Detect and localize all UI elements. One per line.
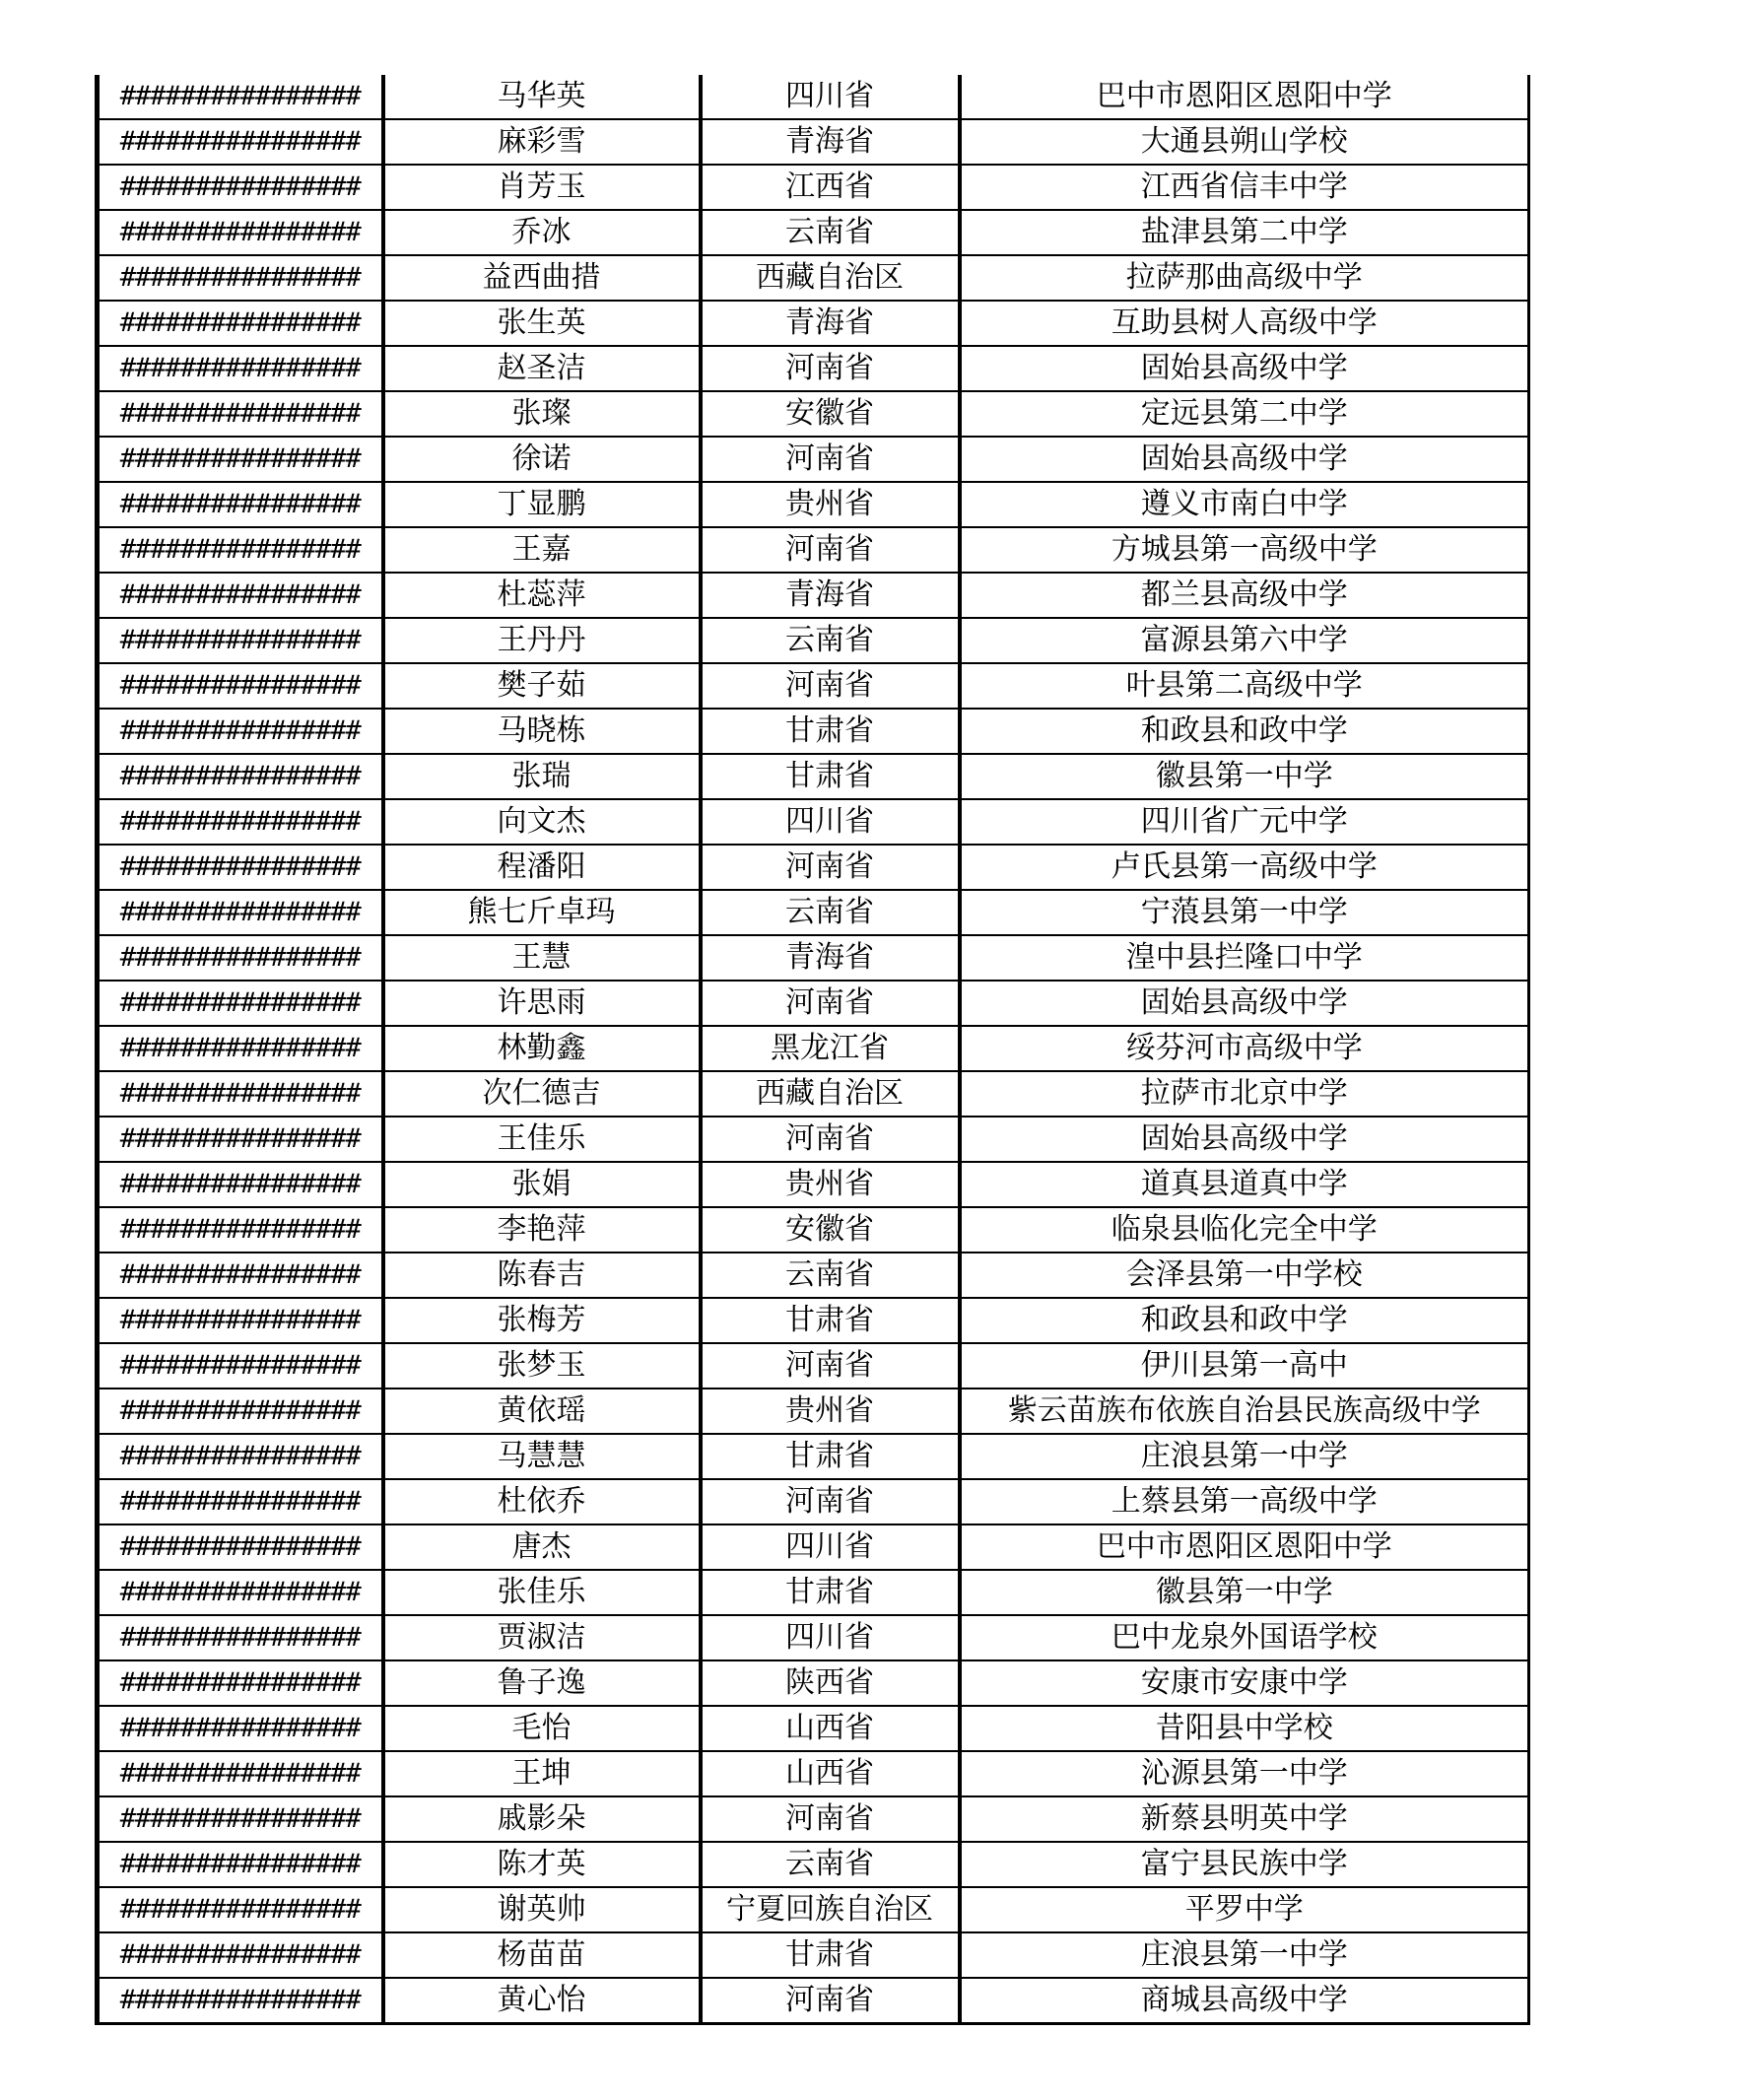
school-cell: 临泉县临化完全中学: [960, 1207, 1529, 1253]
school-cell: 卢氏县第一高级中学: [960, 845, 1529, 890]
table-row: [98, 663, 1529, 709]
table-row: [98, 845, 1529, 890]
table-row: [98, 210, 1529, 255]
school-cell: 固始县高级中学: [960, 1117, 1529, 1162]
province-cell: 河南省: [701, 1479, 960, 1524]
id-cell: ################: [98, 1253, 383, 1298]
province-cell: 河南省: [701, 663, 960, 709]
id-cell: ################: [98, 1751, 383, 1796]
table-row: [98, 391, 1529, 437]
table-row: [98, 799, 1529, 845]
table-row: [98, 709, 1529, 754]
id-cell: ################: [98, 618, 383, 663]
province-cell: 甘肃省: [701, 754, 960, 799]
name-cell: 程潘阳: [383, 845, 701, 890]
province-cell: 云南省: [701, 618, 960, 663]
id-cell: ################: [98, 301, 383, 346]
id-cell: ################: [98, 255, 383, 301]
table-row: [98, 1479, 1529, 1524]
province-cell: 云南省: [701, 1253, 960, 1298]
name-cell: 张梦玉: [383, 1343, 701, 1389]
school-cell: 紫云苗族布依族自治县民族高级中学: [960, 1389, 1529, 1434]
province-cell: 青海省: [701, 119, 960, 165]
id-cell: ################: [98, 754, 383, 799]
id-cell: ################: [98, 1117, 383, 1162]
id-cell: ################: [98, 1026, 383, 1071]
name-cell: 张佳乐: [383, 1570, 701, 1615]
province-cell: 青海省: [701, 301, 960, 346]
id-cell: ################: [98, 709, 383, 754]
name-cell: 唐杰: [383, 1524, 701, 1570]
school-cell: 固始县高级中学: [960, 437, 1529, 482]
table-row: [98, 1298, 1529, 1343]
school-cell: 富源县第六中学: [960, 618, 1529, 663]
school-cell: 拉萨那曲高级中学: [960, 255, 1529, 301]
name-cell: 李艳萍: [383, 1207, 701, 1253]
name-cell: 张梅芳: [383, 1298, 701, 1343]
school-cell: 方城县第一高级中学: [960, 527, 1529, 573]
province-cell: 安徽省: [701, 391, 960, 437]
table-row: [98, 1434, 1529, 1479]
school-cell: 大通县朔山学校: [960, 119, 1529, 165]
id-cell: ################: [98, 210, 383, 255]
province-cell: 河南省: [701, 1796, 960, 1842]
name-cell: 黄依瑶: [383, 1389, 701, 1434]
province-cell: 青海省: [701, 573, 960, 618]
province-cell: 云南省: [701, 210, 960, 255]
table-row: [98, 1162, 1529, 1207]
id-cell: ################: [98, 1343, 383, 1389]
name-cell: 贾淑洁: [383, 1615, 701, 1660]
school-cell: 盐津县第二中学: [960, 210, 1529, 255]
roster-table: [95, 75, 1530, 2025]
id-cell: ################: [98, 1071, 383, 1117]
province-cell: 河南省: [701, 346, 960, 391]
name-cell: 丁显鹏: [383, 482, 701, 527]
id-cell: ################: [98, 119, 383, 165]
name-cell: 杨苗苗: [383, 1932, 701, 1978]
school-cell: 叶县第二高级中学: [960, 663, 1529, 709]
province-cell: 河南省: [701, 437, 960, 482]
school-cell: 巴中市恩阳区恩阳中学: [960, 75, 1529, 119]
id-cell: ################: [98, 346, 383, 391]
name-cell: 王坤: [383, 1751, 701, 1796]
id-cell: ################: [98, 1932, 383, 1978]
id-cell: ################: [98, 935, 383, 981]
school-cell: 徽县第一中学: [960, 1570, 1529, 1615]
name-cell: 林勤鑫: [383, 1026, 701, 1071]
table-row: [98, 75, 1529, 119]
province-cell: 云南省: [701, 890, 960, 935]
province-cell: 甘肃省: [701, 1298, 960, 1343]
name-cell: 黄心怡: [383, 1978, 701, 2024]
table-row: [98, 1706, 1529, 1751]
table-row: [98, 119, 1529, 165]
table-row: [98, 1026, 1529, 1071]
school-cell: 伊川县第一高中: [960, 1343, 1529, 1389]
province-cell: 河南省: [701, 527, 960, 573]
name-cell: 张生英: [383, 301, 701, 346]
table-row: [98, 1615, 1529, 1660]
school-cell: 和政县和政中学: [960, 1298, 1529, 1343]
province-cell: 云南省: [701, 1842, 960, 1887]
school-cell: 拉萨市北京中学: [960, 1071, 1529, 1117]
name-cell: 益西曲措: [383, 255, 701, 301]
id-cell: ################: [98, 75, 383, 119]
name-cell: 鲁子逸: [383, 1660, 701, 1706]
table-row: [98, 1253, 1529, 1298]
province-cell: 四川省: [701, 1524, 960, 1570]
name-cell: 戚影朵: [383, 1796, 701, 1842]
id-cell: ################: [98, 1887, 383, 1932]
province-cell: 贵州省: [701, 1162, 960, 1207]
name-cell: 麻彩雪: [383, 119, 701, 165]
school-cell: 巴中市恩阳区恩阳中学: [960, 1524, 1529, 1570]
table-row: [98, 1389, 1529, 1434]
table-row: [98, 165, 1529, 210]
table-row: [98, 482, 1529, 527]
province-cell: 贵州省: [701, 482, 960, 527]
province-cell: 甘肃省: [701, 1570, 960, 1615]
province-cell: 甘肃省: [701, 709, 960, 754]
id-cell: ################: [98, 1615, 383, 1660]
name-cell: 王佳乐: [383, 1117, 701, 1162]
province-cell: 四川省: [701, 799, 960, 845]
roster-table-body: [98, 75, 1529, 2024]
name-cell: 张璨: [383, 391, 701, 437]
name-cell: 毛怡: [383, 1706, 701, 1751]
school-cell: 湟中县拦隆口中学: [960, 935, 1529, 981]
table-row: [98, 1524, 1529, 1570]
id-cell: ################: [98, 1162, 383, 1207]
school-cell: 互助县树人高级中学: [960, 301, 1529, 346]
table-row: [98, 1887, 1529, 1932]
school-cell: 固始县高级中学: [960, 981, 1529, 1026]
name-cell: 徐诺: [383, 437, 701, 482]
school-cell: 和政县和政中学: [960, 709, 1529, 754]
id-cell: ################: [98, 527, 383, 573]
name-cell: 次仁德吉: [383, 1071, 701, 1117]
id-cell: ################: [98, 391, 383, 437]
school-cell: 上蔡县第一高级中学: [960, 1479, 1529, 1524]
name-cell: 杜依乔: [383, 1479, 701, 1524]
id-cell: ################: [98, 1479, 383, 1524]
id-cell: ################: [98, 1389, 383, 1434]
id-cell: ################: [98, 799, 383, 845]
province-cell: 陕西省: [701, 1660, 960, 1706]
province-cell: 山西省: [701, 1706, 960, 1751]
province-cell: 江西省: [701, 165, 960, 210]
province-cell: 甘肃省: [701, 1932, 960, 1978]
province-cell: 黑龙江省: [701, 1026, 960, 1071]
table-row: [98, 1071, 1529, 1117]
school-cell: 巴中龙泉外国语学校: [960, 1615, 1529, 1660]
province-cell: 河南省: [701, 981, 960, 1026]
name-cell: 张娟: [383, 1162, 701, 1207]
id-cell: ################: [98, 663, 383, 709]
id-cell: ################: [98, 165, 383, 210]
school-cell: 富宁县民族中学: [960, 1842, 1529, 1887]
school-cell: 新蔡县明英中学: [960, 1796, 1529, 1842]
table-row: [98, 1660, 1529, 1706]
school-cell: 江西省信丰中学: [960, 165, 1529, 210]
name-cell: 王慧: [383, 935, 701, 981]
table-row: [98, 935, 1529, 981]
name-cell: 向文杰: [383, 799, 701, 845]
name-cell: 熊七斤卓玛: [383, 890, 701, 935]
table-row: [98, 255, 1529, 301]
province-cell: 贵州省: [701, 1389, 960, 1434]
name-cell: 许思雨: [383, 981, 701, 1026]
province-cell: 河南省: [701, 845, 960, 890]
id-cell: ################: [98, 573, 383, 618]
province-cell: 安徽省: [701, 1207, 960, 1253]
name-cell: 王丹丹: [383, 618, 701, 663]
school-cell: 固始县高级中学: [960, 346, 1529, 391]
name-cell: 王嘉: [383, 527, 701, 573]
id-cell: ################: [98, 1570, 383, 1615]
name-cell: 赵圣洁: [383, 346, 701, 391]
id-cell: ################: [98, 1660, 383, 1706]
name-cell: 陈才英: [383, 1842, 701, 1887]
id-cell: ################: [98, 1207, 383, 1253]
id-cell: ################: [98, 482, 383, 527]
name-cell: 张瑞: [383, 754, 701, 799]
table-row: [98, 1751, 1529, 1796]
id-cell: ################: [98, 1978, 383, 2024]
id-cell: ################: [98, 845, 383, 890]
id-cell: ################: [98, 890, 383, 935]
school-cell: 徽县第一中学: [960, 754, 1529, 799]
id-cell: ################: [98, 1796, 383, 1842]
table-row: [98, 890, 1529, 935]
province-cell: 山西省: [701, 1751, 960, 1796]
school-cell: 会泽县第一中学校: [960, 1253, 1529, 1298]
school-cell: 昔阳县中学校: [960, 1706, 1529, 1751]
table-row: [98, 527, 1529, 573]
id-cell: ################: [98, 1524, 383, 1570]
school-cell: 庄浪县第一中学: [960, 1434, 1529, 1479]
school-cell: 遵义市南白中学: [960, 482, 1529, 527]
province-cell: 青海省: [701, 935, 960, 981]
id-cell: ################: [98, 437, 383, 482]
province-cell: 河南省: [701, 1978, 960, 2024]
id-cell: ################: [98, 1298, 383, 1343]
province-cell: 西藏自治区: [701, 1071, 960, 1117]
name-cell: 杜蕊萍: [383, 573, 701, 618]
table-row: [98, 1932, 1529, 1978]
name-cell: 马华英: [383, 75, 701, 119]
table-row: [98, 1796, 1529, 1842]
table-row: [98, 301, 1529, 346]
table-row: [98, 754, 1529, 799]
table-row: [98, 1842, 1529, 1887]
id-cell: ################: [98, 1842, 383, 1887]
province-cell: 四川省: [701, 75, 960, 119]
table-row: [98, 1343, 1529, 1389]
name-cell: 马晓栋: [383, 709, 701, 754]
province-cell: 宁夏回族自治区: [701, 1887, 960, 1932]
school-cell: 安康市安康中学: [960, 1660, 1529, 1706]
province-cell: 西藏自治区: [701, 255, 960, 301]
school-cell: 商城县高级中学: [960, 1978, 1529, 2024]
province-cell: 河南省: [701, 1343, 960, 1389]
table-row: [98, 1978, 1529, 2024]
name-cell: 陈春吉: [383, 1253, 701, 1298]
table-row: [98, 618, 1529, 663]
table-row: [98, 981, 1529, 1026]
province-cell: 河南省: [701, 1117, 960, 1162]
name-cell: 肖芳玉: [383, 165, 701, 210]
school-cell: 都兰县高级中学: [960, 573, 1529, 618]
name-cell: 马慧慧: [383, 1434, 701, 1479]
school-cell: 宁蒗县第一中学: [960, 890, 1529, 935]
id-cell: ################: [98, 1434, 383, 1479]
province-cell: 甘肃省: [701, 1434, 960, 1479]
school-cell: 沁源县第一中学: [960, 1751, 1529, 1796]
table-row: [98, 437, 1529, 482]
school-cell: 道真县道真中学: [960, 1162, 1529, 1207]
id-cell: ################: [98, 981, 383, 1026]
school-cell: 庄浪县第一中学: [960, 1932, 1529, 1978]
name-cell: 谢英帅: [383, 1887, 701, 1932]
id-cell: ################: [98, 1706, 383, 1751]
table-row: [98, 1117, 1529, 1162]
table-row: [98, 1207, 1529, 1253]
table-row: [98, 1570, 1529, 1615]
school-cell: 绥芬河市高级中学: [960, 1026, 1529, 1071]
province-cell: 四川省: [701, 1615, 960, 1660]
table-row: [98, 573, 1529, 618]
school-cell: 平罗中学: [960, 1887, 1529, 1932]
school-cell: 定远县第二中学: [960, 391, 1529, 437]
name-cell: 樊子茹: [383, 663, 701, 709]
name-cell: 乔冰: [383, 210, 701, 255]
school-cell: 四川省广元中学: [960, 799, 1529, 845]
table-row: [98, 346, 1529, 391]
